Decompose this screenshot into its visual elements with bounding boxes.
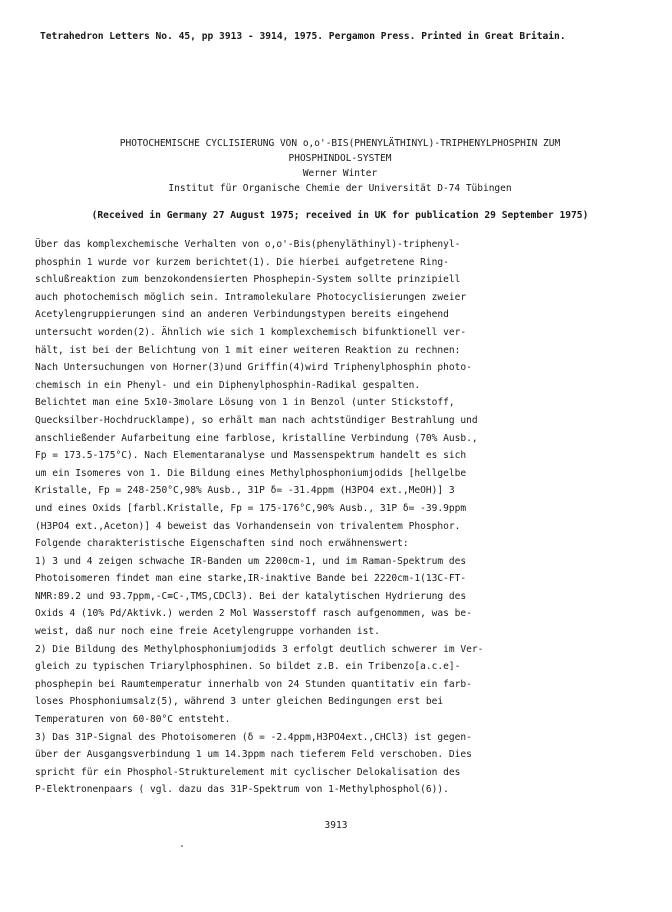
scan-speck — [181, 845, 183, 847]
body-line: phosphepin bei Raumtemperatur innerhalb von 24 Stunden quantitativ ein farb- — [35, 678, 472, 690]
journal-header: Tetrahedron Letters No. 45, pp 3913 - 3914, 1975. Pergamon Press. Printed in Great Britain. — [40, 31, 566, 42]
body-line: hält, ist bei der Belichtung von 1 mit einer weiteren Reaktion zu rechnen: — [35, 344, 461, 356]
body-line: 3) Das 31P-Signal des Photoisomeren (δ = -2.4ppm,H3PO4ext.,CHCl3) ist gegen- — [35, 731, 472, 743]
body-line: Temperaturen von 60-80°C entsteht. — [35, 714, 231, 726]
article-title-line-2: PHOSPHINDOL-SYSTEM — [288, 153, 392, 164]
title-block — [60, 136, 620, 196]
body-line: Acetylengruppierungen sind an anderen Verbindungstypen bereits eingehend — [35, 309, 449, 321]
body-line: phosphin 1 wurde vor kurzem berichtet(1). Die hierbei aufgetretene Ring- — [35, 256, 449, 268]
institute-affiliation: Institut für Organische Chemie der Universität D-74 Tübingen — [168, 183, 512, 194]
body-line: auch photochemisch möglich sein. Intramolekulare Photocyclisierungen zweier — [35, 291, 467, 303]
body-line: spricht für ein Phosphol-Strukturelement mit cyclischer Delokalisation des — [35, 766, 461, 778]
body-line: Oxids 4 (10% Pd/Aktivk.) werden 2 Mol Wasserstoff rasch aufgenommen, was be- — [35, 608, 472, 620]
body-line: Belichtet man eine 5x10-3molare Lösung von 1 in Benzol (unter Stickstoff, — [35, 397, 455, 409]
received-dates: (Received in Germany 27 August 1975; received in UK for publication 29 September 1975) — [91, 210, 589, 221]
page-number: 3913 — [324, 820, 348, 831]
body-line: weist, daß nur noch eine freie Acetylengruppe vorhanden ist. — [35, 626, 380, 638]
body-line: schlußreaktion zum benzokondensierten Phosphepin-System sollte prinzipiell — [35, 274, 461, 286]
body-line: chemisch in ein Phenyl- und ein Diphenylphosphin-Radikal gespalten. — [35, 379, 421, 391]
body-line: loses Phosphoniumsalz(5), während 3 unter gleichen Bedingungen erst bei — [35, 696, 444, 708]
body-line: und eines Oxids [farbl.Kristalle, Fp = 175-176°C,90% Ausb., 31P δ= -39.9ppm — [35, 502, 467, 514]
body-line: gleich zu typischen Triarylphosphinen. So bildet z.B. ein Tribenzo[a.c.e]- — [35, 661, 461, 673]
body-line: Folgende charakteristische Eigenschaften sind noch erwähnenswert: — [35, 538, 409, 550]
body-line: P-Elektronenpaars ( vgl. dazu das 31P-Spektrum von 1-Methylphosphol(6)). — [35, 784, 449, 796]
article-body — [35, 236, 641, 799]
body-line: (H3PO4 ext.,Aceton)] 4 beweist das Vorhandensein von trivalentem Phosphor. — [35, 520, 461, 532]
body-line: Photoisomeren findet man eine starke,IR-inaktive Bande bei 2220cm-1(13C-FT- — [35, 573, 467, 585]
body-line: 2) Die Bildung des Methylphosphoniumjodids 3 erfolgt deutlich schwerer im Ver- — [35, 643, 484, 655]
body-line: Quecksilber-Hochdrucklampe), so erhält man nach achtstündiger Bestrahlung und — [35, 414, 478, 426]
body-line: Über das komplexchemische Verhalten von o,o'-Bis(phenyläthinyl)-triphenyl- — [35, 239, 461, 250]
body-line: anschließender Aufarbeitung eine farblose, kristalline Verbindung (70% Ausb., — [35, 432, 478, 444]
body-line: Fp = 173.5-175°C). Nach Elementaranalyse und Massenspektrum handelt es sich — [35, 450, 467, 462]
article-title-line-1: PHOTOCHEMISCHE CYCLISIERUNG VON o,o'-BIS(PHENYLÄTHINYL)-TRIPHENYLPHOSPHIN ZUM — [119, 138, 561, 149]
body-line: untersucht worden(2). Ähnlich wie sich 1 komplexchemisch bifunktionell ver- — [35, 326, 467, 338]
body-line: NMR:89.2 und 93.7ppm,-C≡C-,TMS,CDCl3). Bei der katalytischen Hydrierung des — [35, 590, 467, 602]
body-line: um ein Isomeres von 1. Die Bildung eines Methylphosphoniumjodids [hellgelbe — [35, 467, 467, 479]
author-name: Werner Winter — [302, 168, 378, 179]
body-line: 1) 3 und 4 zeigen schwache IR-Banden um 2200cm-1, und im Raman-Spektrum des — [35, 555, 467, 567]
body-line: Kristalle, Fp = 248-250°C,98% Ausb., 31P δ= -31.4ppm (H3PO4 ext.,MeOH)] 3 — [35, 485, 455, 497]
body-line: über der Ausgangsverbindung 1 um 14.3ppm nach tieferem Feld verschoben. Dies — [35, 749, 472, 761]
body-line: Nach Untersuchungen von Horner(3)und Griffin(4)wird Triphenylphosphin photo- — [35, 362, 472, 374]
